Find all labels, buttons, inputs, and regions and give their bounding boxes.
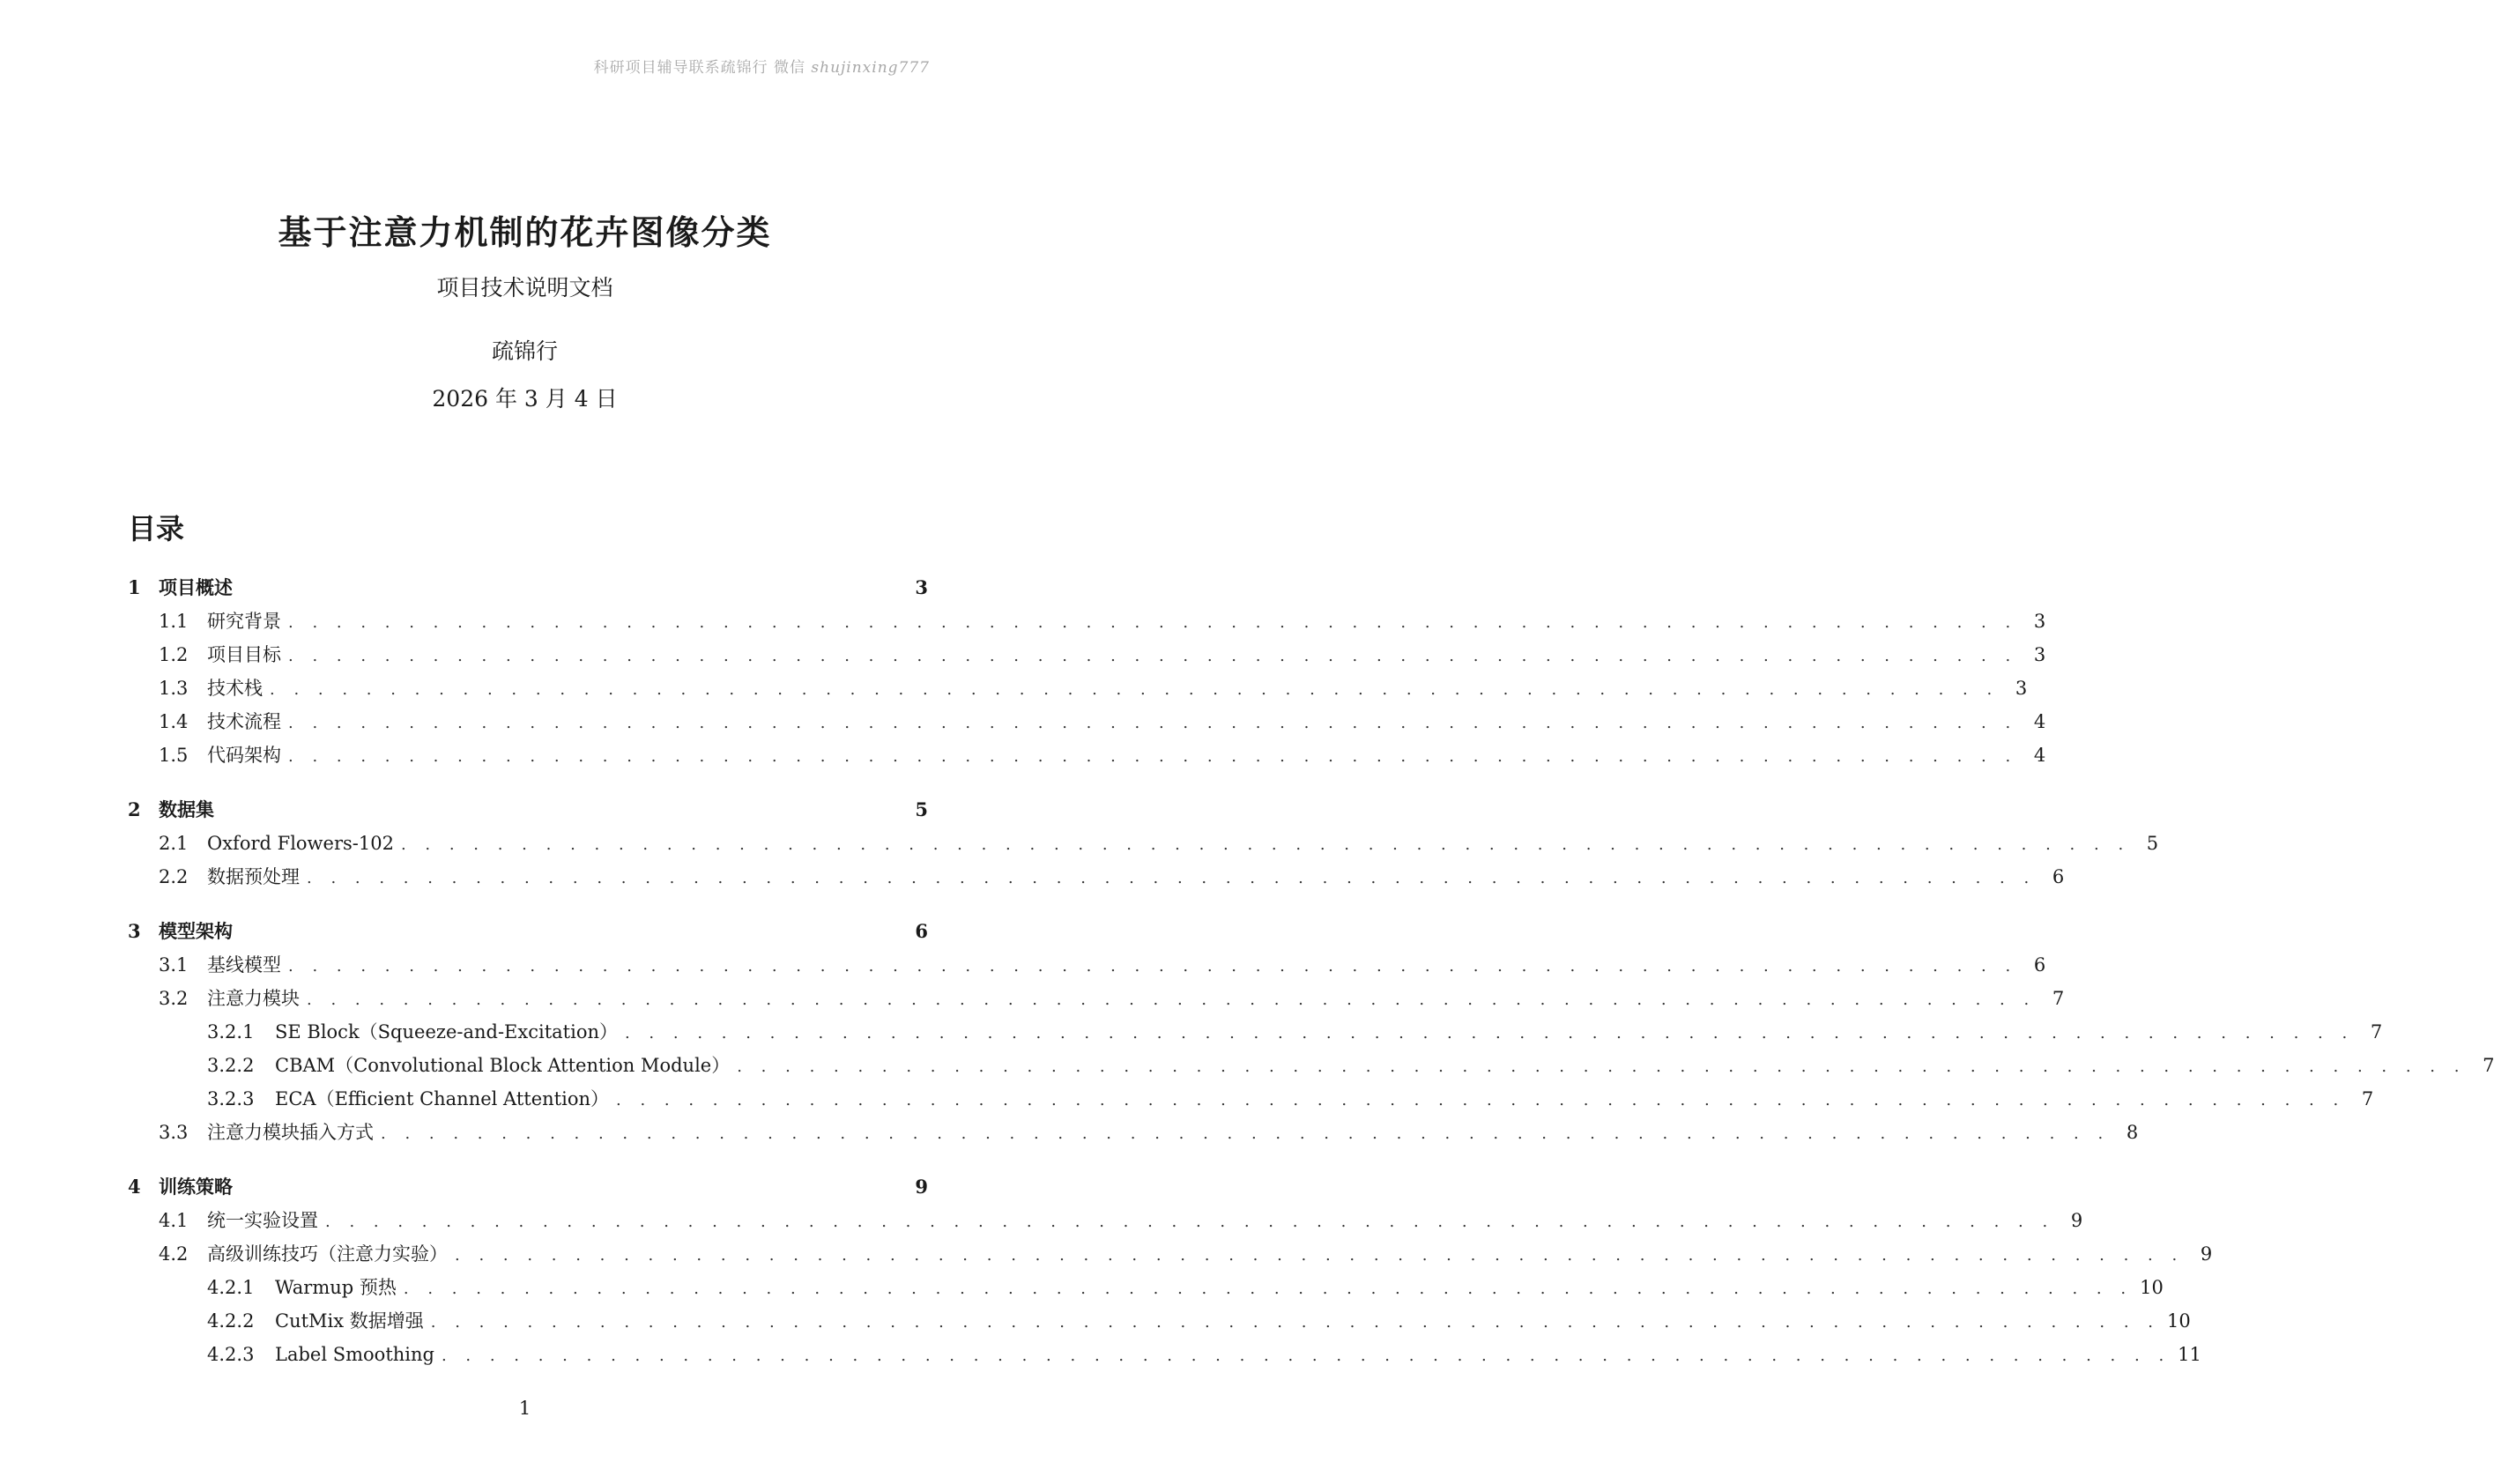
toc-entry-label: 训练策略 (159, 1176, 233, 1198)
toc-entry-page: 11 (2178, 1344, 2201, 1365)
toc-entry-page: 10 (2166, 1310, 2191, 1332)
toc-entry-number: 3.2 (159, 988, 189, 1009)
toc-entry-label: 代码架构 (207, 745, 281, 766)
table-of-contents (128, 571, 2494, 1371)
toc-entry-number: 3.2.2 (207, 1055, 255, 1076)
toc-dot-leader: . . . . . . . . . . . . . . . . . . . . . . . . . . . . . . . . . . . . . . . . . . . . . . . . . . . . . . . . . . . . . . . . . . . . . . . . (430, 1313, 2160, 1332)
toc-entry-subsection[interactable] (128, 1338, 2201, 1371)
toc-entry-page: 3 (915, 576, 928, 598)
toc-entry-label: 项目概述 (159, 576, 233, 598)
toc-entry-page: 8 (2126, 1122, 2139, 1143)
toc-dot-leader: . . . . . . . . . . . . . . . . . . . . . . . . . . . . . . . . . . . . . . . . . . . . . . . . . . . . . . . . . . . . . . . . . . . . . . . . (288, 714, 2018, 732)
toc-entry-number: 2 (128, 798, 141, 820)
toc-dot-leader: . . . . . . . . . . . . . . . . . . . . . . . . . . . . . . . . . . . . . . . . . . . . . . . . . . . . . . . . . . . . . . . . . . . . . . . . (288, 957, 2018, 976)
toc-entry-label: Label Smoothing (275, 1344, 434, 1365)
toc-entry-number: 2.1 (159, 833, 189, 854)
toc-dot-leader: . . . . . . . . . . . . . . . . . . . . . . . . . . . . . . . . . . . . . . . . . . . . . . . . . . . . . . . . . . . . . . . . . . . . . . . . (307, 991, 2037, 1009)
toc-entry-section[interactable] (128, 638, 2046, 672)
toc-entry-label: 模型架构 (159, 920, 233, 942)
toc-entry-number: 1 (128, 576, 141, 598)
toc-entry-page: 4 (2033, 745, 2046, 766)
toc-entry-subsection[interactable] (128, 1304, 2191, 1338)
toc-entry-number: 1.4 (159, 711, 189, 732)
toc-entry-section[interactable] (128, 1237, 2213, 1271)
toc-entry-chapter[interactable] (128, 793, 928, 827)
toc-entry-subsection[interactable] (128, 1015, 2383, 1049)
toc-entry-page: 9 (915, 1176, 928, 1198)
toc-dot-leader: . . . . . . . . . . . . . . . . . . . . . . . . . . . . . . . . . . . . . . . . . . . . . . . . . . . . . . . . . . . . . . . . . . . . . . . . (381, 1124, 2111, 1143)
toc-dot-leader: . . . . . . . . . . . . . . . . . . . . . . . . . . . . . . . . . . . . . . . . . . . . . . . . . . . . . . . . . . . . . . . . . . . . . . . . (403, 1280, 2134, 1298)
toc-entry-subsection[interactable] (128, 1271, 2164, 1304)
toc-entry-number: 4.2.1 (207, 1277, 255, 1298)
toc-entry-number: 3.3 (159, 1122, 189, 1143)
document-title: 基于注意力机制的花卉图像分类 (278, 212, 772, 252)
toc-entry-label: 高级训练技巧（注意力实验） (207, 1243, 448, 1265)
toc-dot-leader: . . . . . . . . . . . . . . . . . . . . . . . . . . . . . . . . . . . . . . . . . . . . . . . . . . . . . . . . . . . . . . . . . . . . . . . . (441, 1347, 2171, 1365)
toc-entry-label: 数据预处理 (207, 866, 300, 887)
toc-entry-label: 注意力模块插入方式 (207, 1122, 374, 1143)
toc-entry-label: 注意力模块 (207, 988, 300, 1009)
toc-entry-number: 3.2.1 (207, 1021, 255, 1043)
toc-entry-page: 7 (2483, 1055, 2494, 1076)
toc-entry-number: 1.5 (159, 745, 189, 766)
toc-entry-chapter[interactable] (128, 571, 928, 605)
toc-entry-page: 7 (2370, 1021, 2383, 1043)
toc-entry-chapter[interactable] (128, 915, 928, 948)
toc-dot-leader: . . . . . . . . . . . . . . . . . . . . . . . . . . . . . . . . . . . . . . . . . . . . . . . . . . . . . . . . . . . . . . . . . . . . . . . . (400, 835, 2131, 854)
toc-entry-number: 4.2.3 (207, 1344, 255, 1365)
toc-entry-label: ECA（Efficient Channel Attention） (275, 1088, 610, 1109)
toc-dot-leader: . . . . . . . . . . . . . . . . . . . . . . . . . . . . . . . . . . . . . . . . . . . . . . . . . . . . . . . . . . . . . . . . . . . . . . . . (325, 1213, 2055, 1231)
toc-entry-section[interactable] (128, 1116, 2139, 1149)
toc-entry-page: 6 (2033, 954, 2046, 976)
toc-entry-section[interactable] (128, 982, 2065, 1015)
toc-entry-label: SE Block（Squeeze-and-Excitation） (275, 1021, 618, 1043)
toc-entry-number: 1.3 (159, 678, 189, 699)
toc-entry-number: 4.2.2 (207, 1310, 255, 1332)
toc-entry-section[interactable] (128, 860, 2065, 894)
toc-entry-page: 4 (2033, 711, 2046, 732)
toc-entry-label: CutMix 数据增强 (275, 1310, 424, 1332)
title-block (0, 210, 1050, 414)
toc-entry-section[interactable] (128, 672, 2028, 705)
toc-heading: 目录 (128, 512, 185, 545)
toc-entry-page: 6 (2052, 866, 2065, 887)
document-date: 2026 年 3 月 4 日 (432, 386, 618, 412)
toc-entry-number: 3.1 (159, 954, 189, 976)
toc-entry-number: 4.2 (159, 1243, 189, 1265)
toc-entry-label: 研究背景 (207, 611, 281, 632)
toc-entry-label: CBAM（Convolutional Block Attention Module） (275, 1055, 731, 1076)
toc-entry-number: 3 (128, 920, 141, 942)
toc-entry-number: 4 (128, 1176, 141, 1198)
toc-entry-label: 技术栈 (207, 678, 263, 699)
toc-entry-page: 6 (915, 920, 928, 942)
toc-entry-label: Oxford Flowers-102 (207, 833, 394, 854)
toc-entry-number: 1.1 (159, 611, 189, 632)
toc-entry-page: 7 (2361, 1088, 2374, 1109)
toc-entry-page: 9 (2200, 1243, 2213, 1265)
toc-entry-page: 10 (2140, 1277, 2164, 1298)
toc-entry-label: Warmup 预热 (275, 1277, 397, 1298)
header-note-wechat: shujinxing777 (811, 59, 930, 77)
toc-entry-number: 2.2 (159, 866, 189, 887)
toc-entry-page: 3 (2033, 644, 2046, 665)
toc-entry-page: 7 (2052, 988, 2065, 1009)
toc-dot-leader: . . . . . . . . . . . . . . . . . . . . . . . . . . . . . . . . . . . . . . . . . . . . . . . . . . . . . . . . . . . . . . . . . . . . . . . . (288, 613, 2018, 632)
toc-entry-page: 3 (2015, 678, 2028, 699)
toc-entry-section[interactable] (128, 605, 2046, 638)
toc-dot-leader: . . . . . . . . . . . . . . . . . . . . . . . . . . . . . . . . . . . . . . . . . . . . . . . . . . . . . . . . . . . . . . . . . . . . . . . . (737, 1057, 2467, 1076)
toc-dot-leader: . . . . . . . . . . . . . . . . . . . . . . . . . . . . . . . . . . . . . . . . . . . . . . . . . . . . . . . . . . . . . . . . . . . . . . . . (270, 680, 2000, 699)
toc-entry-label: 技术流程 (207, 711, 281, 732)
toc-entry-page: 3 (2033, 611, 2046, 632)
toc-dot-leader: . . . . . . . . . . . . . . . . . . . . . . . . . . . . . . . . . . . . . . . . . . . . . . . . . . . . . . . . . . . . . . . . . . . . . . . . (455, 1246, 2185, 1265)
toc-entry-section[interactable] (128, 827, 2159, 860)
toc-entry-page: 5 (2146, 833, 2159, 854)
document-subtitle: 项目技术说明文档 (436, 275, 613, 301)
toc-entry-section[interactable] (128, 948, 2046, 982)
toc-entry-label: 基线模型 (207, 954, 281, 976)
document-author: 疏锦行 (491, 338, 558, 364)
page-number: 1 (518, 1398, 531, 1419)
toc-dot-leader: . . . . . . . . . . . . . . . . . . . . . . . . . . . . . . . . . . . . . . . . . . . . . . . . . . . . . . . . . . . . . . . . . . . . . . . . (624, 1024, 2355, 1043)
toc-dot-leader: . . . . . . . . . . . . . . . . . . . . . . . . . . . . . . . . . . . . . . . . . . . . . . . . . . . . . . . . . . . . . . . . . . . . . . . . (288, 747, 2018, 766)
toc-entry-subsection[interactable] (128, 1082, 2374, 1116)
toc-entry-number: 4.1 (159, 1210, 189, 1231)
toc-entry-section[interactable] (128, 705, 2046, 738)
toc-entry-label: 项目目标 (207, 644, 281, 665)
toc-entry-number: 3.2.3 (207, 1088, 255, 1109)
header-note-text: 科研项目辅导联系疏锦行 微信 (593, 59, 812, 77)
toc-entry-chapter[interactable] (128, 1170, 928, 1204)
toc-entry-number: 1.2 (159, 644, 189, 665)
toc-entry-page: 5 (915, 798, 928, 820)
toc-entry-label: 数据集 (159, 798, 214, 820)
toc-dot-leader: . . . . . . . . . . . . . . . . . . . . . . . . . . . . . . . . . . . . . . . . . . . . . . . . . . . . . . . . . . . . . . . . . . . . . . . . (288, 647, 2018, 665)
toc-entry-page: 9 (2070, 1210, 2083, 1231)
header-watermark-note (594, 55, 930, 77)
toc-dot-leader: . . . . . . . . . . . . . . . . . . . . . . . . . . . . . . . . . . . . . . . . . . . . . . . . . . . . . . . . . . . . . . . . . . . . . . . . (616, 1091, 2346, 1109)
toc-entry-section[interactable] (128, 1204, 2083, 1237)
toc-entry-subsection[interactable] (128, 1049, 2494, 1082)
toc-entry-label: 统一实验设置 (207, 1210, 318, 1231)
toc-entry-section[interactable] (128, 738, 2046, 772)
toc-dot-leader: . . . . . . . . . . . . . . . . . . . . . . . . . . . . . . . . . . . . . . . . . . . . . . . . . . . . . . . . . . . . . . . . . . . . . . . . (307, 869, 2037, 887)
